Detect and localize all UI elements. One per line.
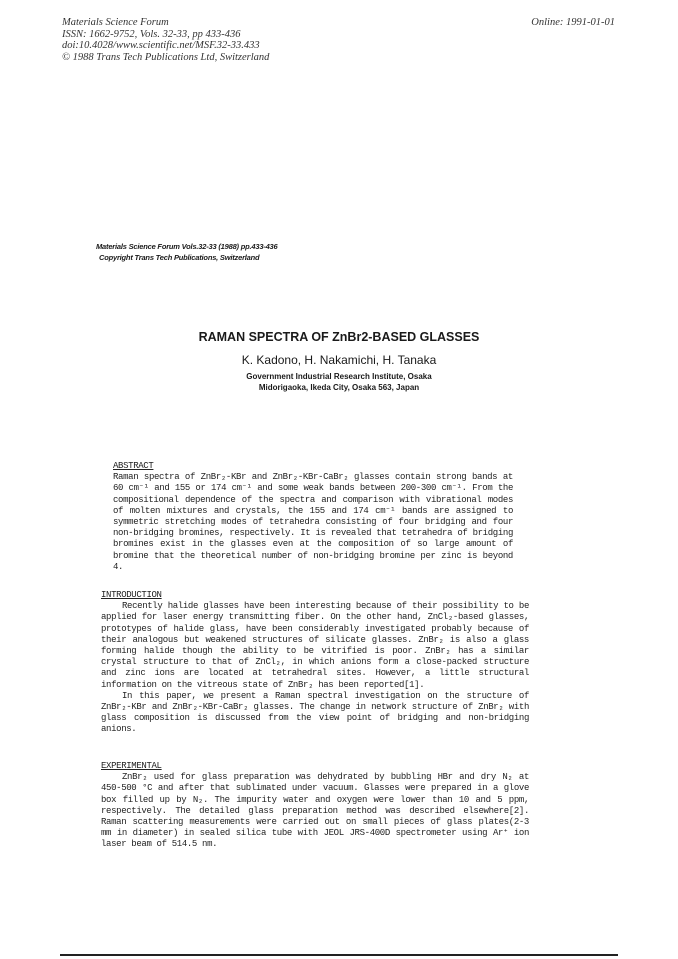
copyright-line: © 1988 Trans Tech Publications Ltd, Switzerland	[62, 51, 270, 63]
introduction-paragraph: Recently halide glasses have been interesting because of their possibility to be applied for laser energy transmitting fiber. On the other hand, ZnCl₂-based glasses, prototypes of halide glass, have been considerably investigated probably because of their analogous but weakened structures of silicate glasses. ZnBr₂ is also a glass forming halide though the ability to be vitrified is poor. ZnBr₂ has a similar crystal structure to that of ZnCl₂, in which anions form a close-packed structure and zinc ions are located at tetrahedral sites. However, a little structural information on the vitreous state of ZnBr₂ has been reported[1].	[101, 601, 529, 690]
introduction-section	[101, 590, 529, 736]
online-date: Online: 1991-01-01	[531, 17, 615, 28]
original-citation	[96, 241, 278, 263]
introduction-heading: INTRODUCTION	[101, 590, 162, 600]
abstract-text: Raman spectra of ZnBr₂-KBr and ZnBr₂-KBr-CaBr₂ glasses contain strong bands at 60 cm⁻¹ and 155 or 174 cm⁻¹ and some weak bands between 200-300 cm⁻¹. From the compositional dependence of the spectra and comparison with vibrational modes of molten mixtures and crystals, the 155 and 174 cm⁻¹ bands are assigned to symmetric stretching modes of tetrahedra consisting of four bridging and four non-bridging bromines, respectively. It is revealed that tetrahedra of bridging bromines exist in the glasses even at the composition of so large amount of bromine that the theoretical number of non-bridging bromine per zinc is beyond 4.	[113, 472, 513, 572]
experimental-paragraph: ZnBr₂ used for glass preparation was dehydrated by bubbling HBr and dry N₂ at 450-500 °C and after that sublimated under vacuum. Glasses were prepared in a glove box filled up by N₂. The impurity water and oxygen were lower than 10 and 5 ppm, respectively. The detailed glass preparation method was described elsewhere[2]. Raman scattering measurements were carried out on small pieces of glass plates(2-3 mm in diameter) in sealed silica tube with JEOL JRS-400D spectrometer using Ar⁺ ion laser beam of 514.5 nm.	[101, 772, 529, 850]
experimental-section	[101, 761, 529, 851]
abstract-section	[113, 461, 513, 573]
publication-header	[62, 17, 269, 63]
copyright-notice: Copyright Trans Tech Publications, Switzerland	[99, 253, 260, 262]
paper-title: RAMAN SPECTRA OF ZnBr2-BASED GLASSES	[198, 330, 480, 344]
affiliation	[0, 372, 678, 393]
doi-line: doi:10.4028/www.scientific.net/MSF.32-33.433	[62, 40, 260, 51]
page-bottom-rule	[60, 954, 618, 956]
abstract-heading: ABSTRACT	[113, 461, 154, 471]
journal-name: Materials Science Forum	[62, 17, 169, 28]
experimental-heading: EXPERIMENTAL	[101, 761, 162, 771]
issn-line: ISSN: 1662-9752, Vols. 32-33, pp 433-436	[62, 28, 241, 40]
affiliation-address: Midorigaoka, Ikeda City, Osaka 563, Japan	[258, 382, 420, 392]
affiliation-institute: Government Industrial Research Institute, Osaka	[246, 372, 432, 381]
citation-line: Materials Science Forum Vols.32-33 (1988) pp.433-436	[96, 242, 278, 251]
introduction-paragraph: In this paper, we present a Raman spectral investigation on the structure of ZnBr₂-KBr and ZnBr₂-KBr-CaBr₂ glasses. The change in network structure of ZnBr₂ with glass composition is discussed from the view point of bridging and non-bridging anions.	[101, 690, 529, 735]
author-list: K. Kadono, H. Nakamichi, H. Tanaka	[241, 353, 437, 367]
